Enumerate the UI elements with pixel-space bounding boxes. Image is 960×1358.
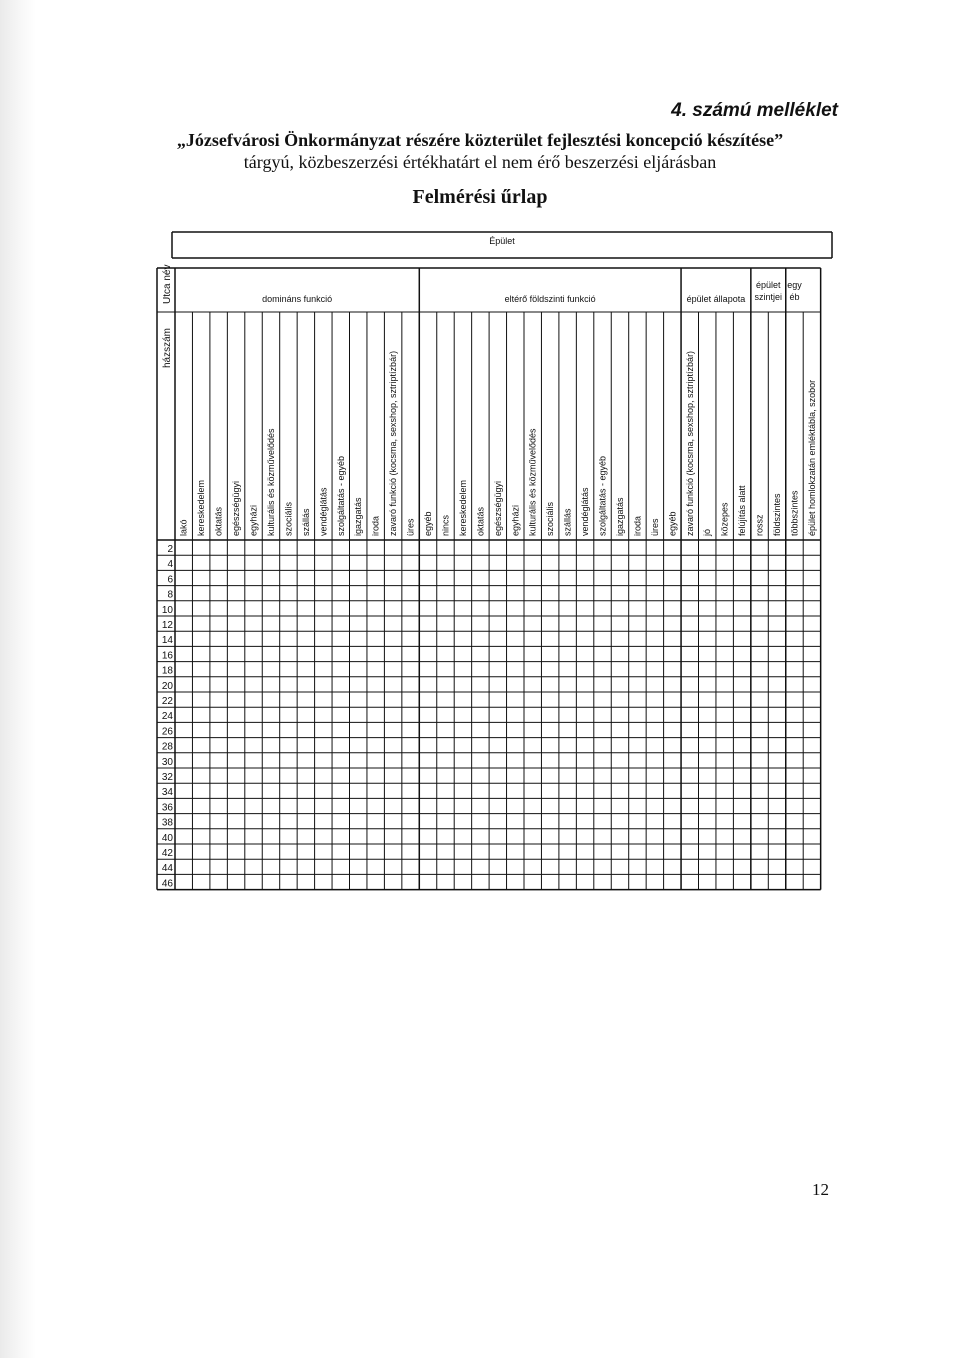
column-header: szolgáltatás - egyéb: [597, 455, 608, 536]
group-header: domináns funkció: [262, 294, 333, 304]
group-header: szintjei: [754, 292, 783, 302]
column-header: egészségügyi: [231, 480, 242, 536]
column-header: szolgáltatás - egyéb: [335, 455, 346, 536]
column-header: egyházi: [248, 504, 259, 536]
document-title: „Józsefvárosi Önkormányzat részére közterület fejlesztési koncepció készítése”: [176, 130, 784, 150]
column-header: zavaró funkció (kocsma, sexshop, sztriptízbár): [388, 350, 399, 536]
annex-label: 4. számú melléklet: [671, 100, 838, 121]
house-number-cell: 38: [161, 817, 173, 829]
house-number-cell: 4: [167, 559, 173, 571]
column-header: egyéb: [423, 511, 434, 536]
form-title: Felmérési űrlap: [412, 186, 548, 208]
page-number: 12: [812, 1180, 829, 1199]
house-number-cell: 36: [161, 802, 173, 814]
house-number-cell: 20: [161, 680, 173, 692]
column-header: üres: [649, 518, 660, 536]
group-header: épület állapota: [686, 294, 746, 304]
banner-label: Épület: [489, 236, 515, 246]
house-number-cell: 46: [161, 878, 173, 890]
house-number-cell: 18: [161, 665, 173, 677]
column-header: zavaró funkció (kocsma, sexshop, sztriptízbár): [684, 350, 695, 536]
column-header: iroda: [632, 515, 643, 536]
column-header: szociális: [283, 501, 294, 536]
column-header: épület homlokzatán emléktábla, szobor: [806, 379, 817, 536]
house-number-cell: 28: [161, 741, 173, 753]
street-name-label: Utca név: [162, 264, 173, 304]
column-header: nincs: [440, 514, 451, 536]
column-header: lakó: [178, 519, 189, 536]
house-number-cell: 16: [161, 650, 173, 662]
house-number-cell: 34: [161, 787, 173, 799]
house-number-cell: 8: [167, 589, 173, 601]
column-header: oktatás: [475, 506, 486, 536]
house-number-cell: 6: [167, 574, 173, 586]
house-number-cell: 44: [161, 863, 173, 875]
column-header: egyházi: [510, 504, 521, 536]
house-number-label: házszám: [162, 327, 173, 368]
column-header: igazgatás: [614, 497, 625, 536]
group-header: éb: [789, 292, 800, 302]
column-header: kereskedelem: [457, 479, 468, 536]
group-header: egy: [787, 280, 802, 290]
column-header: szociális: [545, 501, 556, 536]
house-number-cell: 12: [161, 620, 173, 631]
house-number-cell: 22: [161, 696, 173, 707]
document-subtitle: tárgyú, közbeszerzési értékhatárt el nem érő beszerzési eljárásban: [243, 152, 717, 172]
column-header: oktatás: [213, 506, 224, 536]
column-header: jó: [702, 528, 713, 536]
house-number-cell: 10: [161, 604, 173, 616]
column-header: üres: [405, 518, 416, 536]
column-header: kulturális és közművelődés: [527, 428, 538, 536]
column-header: szállás: [562, 508, 573, 536]
column-header: közepes: [719, 502, 730, 536]
column-header: szállás: [300, 508, 311, 536]
house-number-cell: 32: [161, 772, 173, 783]
group-header: eltérő földszinti funkció: [504, 294, 596, 304]
column-header: egyéb: [667, 511, 678, 536]
group-header: épület: [756, 280, 781, 290]
column-header: iroda: [370, 515, 381, 536]
column-header: földszintes: [772, 493, 783, 536]
house-number-cell: 42: [161, 848, 173, 859]
column-header: vendéglátás: [580, 487, 591, 536]
column-header: többszintes: [789, 490, 800, 536]
column-header: felújítás alatt: [737, 485, 748, 536]
column-header: kulturális és közművelődés: [265, 428, 276, 536]
house-number-cell: 26: [161, 726, 173, 738]
house-number-cell: 2: [167, 544, 173, 555]
column-header: egészségügyi: [492, 480, 503, 536]
house-number-cell: 24: [161, 711, 173, 723]
column-header: rossz: [754, 514, 765, 536]
column-header: kereskedelem: [196, 479, 207, 536]
house-number-cell: 14: [161, 635, 173, 647]
column-header: vendéglátás: [318, 487, 329, 536]
house-number-cell: 30: [161, 756, 173, 768]
house-number-cell: 40: [161, 832, 173, 844]
column-header: igazgatás: [353, 497, 364, 536]
